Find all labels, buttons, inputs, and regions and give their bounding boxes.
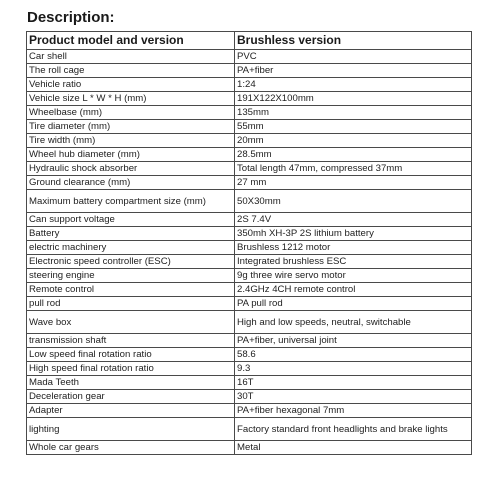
table-row bbox=[27, 348, 472, 362]
spec-value: Metal bbox=[235, 441, 472, 455]
table-row bbox=[27, 241, 472, 255]
spec-label: Car shell bbox=[27, 50, 235, 64]
table-row bbox=[27, 176, 472, 190]
spec-label: Mada Teeth bbox=[27, 376, 235, 390]
page-title: Description: bbox=[27, 9, 115, 26]
spec-value: 58.6 bbox=[235, 348, 472, 362]
spec-value: PA pull rod bbox=[235, 297, 472, 311]
spec-value: 135mm bbox=[235, 106, 472, 120]
table-row bbox=[27, 362, 472, 376]
table-row bbox=[27, 213, 472, 227]
spec-value: High and low speeds, neutral, switchable bbox=[235, 311, 472, 334]
table-row bbox=[27, 227, 472, 241]
spec-label: Tire width (mm) bbox=[27, 134, 235, 148]
spec-label: Remote control bbox=[27, 283, 235, 297]
spec-label: Wheelbase (mm) bbox=[27, 106, 235, 120]
spec-value: PA+fiber, universal joint bbox=[235, 334, 472, 348]
table-row bbox=[27, 162, 472, 176]
spec-label: Wheel hub diameter (mm) bbox=[27, 148, 235, 162]
spec-label: pull rod bbox=[27, 297, 235, 311]
table-row bbox=[27, 334, 472, 348]
spec-label: electric machinery bbox=[27, 241, 235, 255]
spec-value: 27 mm bbox=[235, 176, 472, 190]
table-row bbox=[27, 418, 472, 441]
table-row bbox=[27, 64, 472, 78]
spec-value: PA+fiber hexagonal 7mm bbox=[235, 404, 472, 418]
table-row bbox=[27, 311, 472, 334]
table-header-row bbox=[27, 32, 472, 50]
spec-label: Ground clearance (mm) bbox=[27, 176, 235, 190]
spec-value: 350mh XH-3P 2S lithium battery bbox=[235, 227, 472, 241]
spec-label: Vehicle size L * W * H (mm) bbox=[27, 92, 235, 106]
table-row bbox=[27, 390, 472, 404]
spec-label: Can support voltage bbox=[27, 213, 235, 227]
table-row bbox=[27, 148, 472, 162]
table-row bbox=[27, 283, 472, 297]
spec-value: 30T bbox=[235, 390, 472, 404]
spec-label: Deceleration gear bbox=[27, 390, 235, 404]
spec-label: lighting bbox=[27, 418, 235, 441]
spec-label: Low speed final rotation ratio bbox=[27, 348, 235, 362]
table-row bbox=[27, 106, 472, 120]
spec-value: 2S 7.4V bbox=[235, 213, 472, 227]
table-row bbox=[27, 255, 472, 269]
table-row bbox=[27, 120, 472, 134]
table-row bbox=[27, 376, 472, 390]
table-row bbox=[27, 297, 472, 311]
header-version: Brushless version bbox=[235, 32, 472, 50]
spec-value: 16T bbox=[235, 376, 472, 390]
spec-label: Wave box bbox=[27, 311, 235, 334]
spec-label: Electronic speed controller (ESC) bbox=[27, 255, 235, 269]
spec-value: PVC bbox=[235, 50, 472, 64]
spec-label: Tire diameter (mm) bbox=[27, 120, 235, 134]
spec-value: 55mm bbox=[235, 120, 472, 134]
spec-label: transmission shaft bbox=[27, 334, 235, 348]
table-body bbox=[27, 50, 472, 455]
table-row bbox=[27, 50, 472, 64]
spec-value: 28.5mm bbox=[235, 148, 472, 162]
spec-value: 9.3 bbox=[235, 362, 472, 376]
spec-label: Maximum battery compartment size (mm) bbox=[27, 190, 235, 213]
table-row bbox=[27, 441, 472, 455]
spec-value: Total length 47mm, compressed 37mm bbox=[235, 162, 472, 176]
spec-label: Battery bbox=[27, 227, 235, 241]
spec-label: Whole car gears bbox=[27, 441, 235, 455]
table-row bbox=[27, 190, 472, 213]
spec-value: Integrated brushless ESC bbox=[235, 255, 472, 269]
spec-value: 20mm bbox=[235, 134, 472, 148]
spec-label: Adapter bbox=[27, 404, 235, 418]
spec-value: Factory standard front headlights and brake lights bbox=[235, 418, 472, 441]
table-row bbox=[27, 404, 472, 418]
spec-value: 9g three wire servo motor bbox=[235, 269, 472, 283]
spec-label: steering engine bbox=[27, 269, 235, 283]
table-row bbox=[27, 134, 472, 148]
header-product-model: Product model and version bbox=[27, 32, 235, 50]
spec-value: PA+fiber bbox=[235, 64, 472, 78]
spec-label: Vehicle ratio bbox=[27, 78, 235, 92]
spec-label: Hydraulic shock absorber bbox=[27, 162, 235, 176]
table-row bbox=[27, 78, 472, 92]
spec-value: 50X30mm bbox=[235, 190, 472, 213]
spec-value: 1:24 bbox=[235, 78, 472, 92]
spec-label: The roll cage bbox=[27, 64, 235, 78]
spec-value: 191X122X100mm bbox=[235, 92, 472, 106]
table-row bbox=[27, 92, 472, 106]
spec-value: 2.4GHz 4CH remote control bbox=[235, 283, 472, 297]
table-row bbox=[27, 269, 472, 283]
spec-label: High speed final rotation ratio bbox=[27, 362, 235, 376]
specification-table bbox=[26, 31, 472, 455]
spec-value: Brushless 1212 motor bbox=[235, 241, 472, 255]
